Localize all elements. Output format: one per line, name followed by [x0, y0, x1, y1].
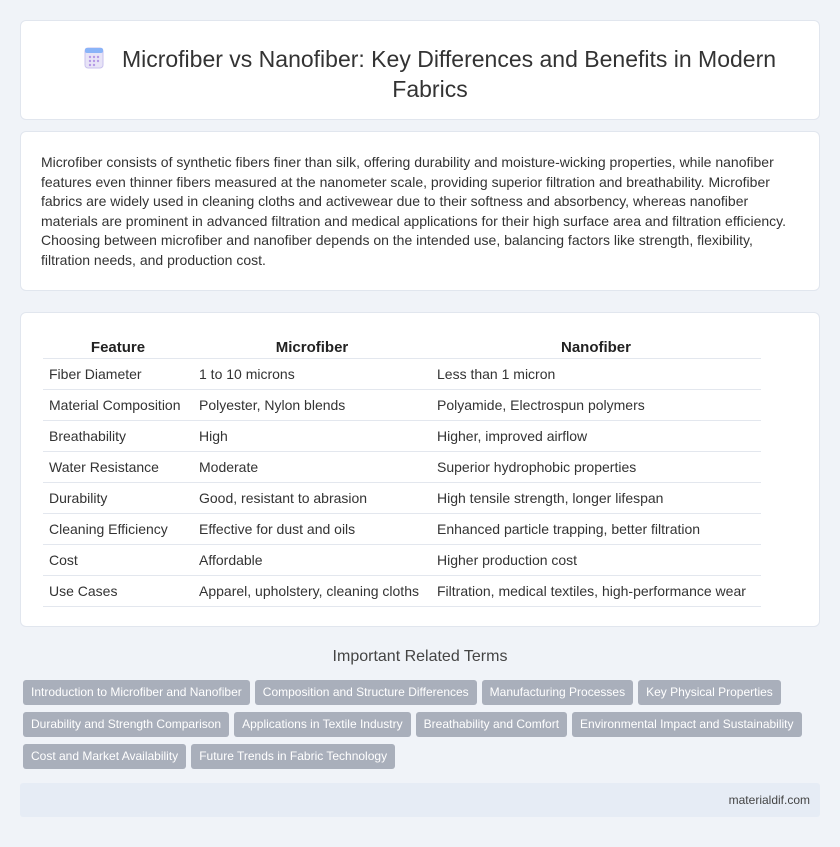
related-term-tag[interactable]: Environmental Impact and Sustainability	[572, 712, 801, 737]
table-cell: Cleaning Efficiency	[43, 513, 193, 544]
table-row	[43, 482, 761, 513]
table-cell: Use Cases	[43, 575, 193, 606]
table-cell: Polyamide, Electrospun polymers	[431, 389, 761, 420]
table-cell: Higher production cost	[431, 544, 761, 575]
header-feature: Feature	[43, 332, 193, 358]
table-row	[43, 451, 761, 482]
related-term-tag[interactable]: Future Trends in Fabric Technology	[191, 744, 395, 769]
table-cell: Good, resistant to abrasion	[193, 482, 431, 513]
related-term-tag[interactable]: Breathability and Comfort	[416, 712, 567, 737]
footer-site-link[interactable]: materialdif.com	[728, 793, 810, 807]
table-cell: Moderate	[193, 451, 431, 482]
tag-row	[23, 712, 823, 744]
table-cell: 1 to 10 microns	[193, 358, 431, 389]
table-cell: Water Resistance	[43, 451, 193, 482]
table-cell: Apparel, upholstery, cleaning cloths	[193, 575, 431, 606]
table-cell: Breathability	[43, 420, 193, 451]
table-row	[43, 513, 761, 544]
table-cell: Filtration, medical textiles, high-performance wear	[431, 575, 761, 606]
table-cell: Affordable	[193, 544, 431, 575]
table-cell: Less than 1 micron	[431, 358, 761, 389]
tag-row	[23, 744, 823, 776]
table-cell: High	[193, 420, 431, 451]
header-nanofiber: Nanofiber	[431, 332, 761, 358]
table-row	[43, 575, 761, 606]
related-term-tag[interactable]: Composition and Structure Differences	[255, 680, 477, 705]
related-terms-title: Important Related Terms	[332, 648, 508, 665]
header-microfiber: Microfiber	[193, 332, 431, 358]
related-term-tag[interactable]: Cost and Market Availability	[23, 744, 186, 769]
page-title-text: Microfiber vs Nanofiber: Key Differences and Benefits in Modern Fabrics	[121, 46, 777, 102]
table-cell: Material Composition	[43, 389, 193, 420]
table-row	[43, 389, 761, 420]
tag-row	[23, 680, 823, 712]
table-cell: Enhanced particle trapping, better filtration	[431, 513, 761, 544]
comparison-table-card	[20, 312, 820, 627]
table-cell: High tensile strength, longer lifespan	[431, 482, 761, 513]
related-term-tag[interactable]: Introduction to Microfiber and Nanofiber	[23, 680, 250, 705]
table-cell: Durability	[43, 482, 193, 513]
table-row	[43, 420, 761, 451]
header-card	[20, 20, 820, 120]
table-row	[43, 358, 761, 389]
page-title	[61, 44, 799, 104]
comparison-table	[43, 332, 761, 607]
table-cell: Cost	[43, 544, 193, 575]
table-header-row	[43, 332, 761, 358]
table-cell: Fiber Diameter	[43, 358, 193, 389]
related-term-tag[interactable]: Key Physical Properties	[638, 680, 781, 705]
related-terms-tags	[23, 680, 823, 776]
table-cell: Polyester, Nylon blends	[193, 389, 431, 420]
intro-paragraph: Microfiber consists of synthetic fibers finer than silk, offering durability and moisture-wicking properties, while nanofiber features even thinner fibers measured at the nanometer scale, providing superior filtration and breathability. Microfiber fabrics are widely used in cleaning cloths and activewear due to their softness and absorbency, whereas nanofiber materials are prominent in advanced filtration and medical applications for their high surface area and filtration efficiency. Choosing between microfiber and nanofiber depends on the intended use, balancing factors like strength, flexibility, filtration needs, and production cost.	[41, 154, 786, 268]
document-icon	[84, 47, 104, 69]
title-wrap	[61, 44, 799, 104]
footer	[20, 783, 820, 817]
related-term-tag[interactable]: Durability and Strength Comparison	[23, 712, 229, 737]
related-term-tag[interactable]: Applications in Textile Industry	[234, 712, 411, 737]
table-cell: Higher, improved airflow	[431, 420, 761, 451]
table-cell: Effective for dust and oils	[193, 513, 431, 544]
table-cell: Superior hydrophobic properties	[431, 451, 761, 482]
table-row	[43, 544, 761, 575]
related-term-tag[interactable]: Manufacturing Processes	[482, 680, 633, 705]
intro-card	[20, 131, 820, 291]
